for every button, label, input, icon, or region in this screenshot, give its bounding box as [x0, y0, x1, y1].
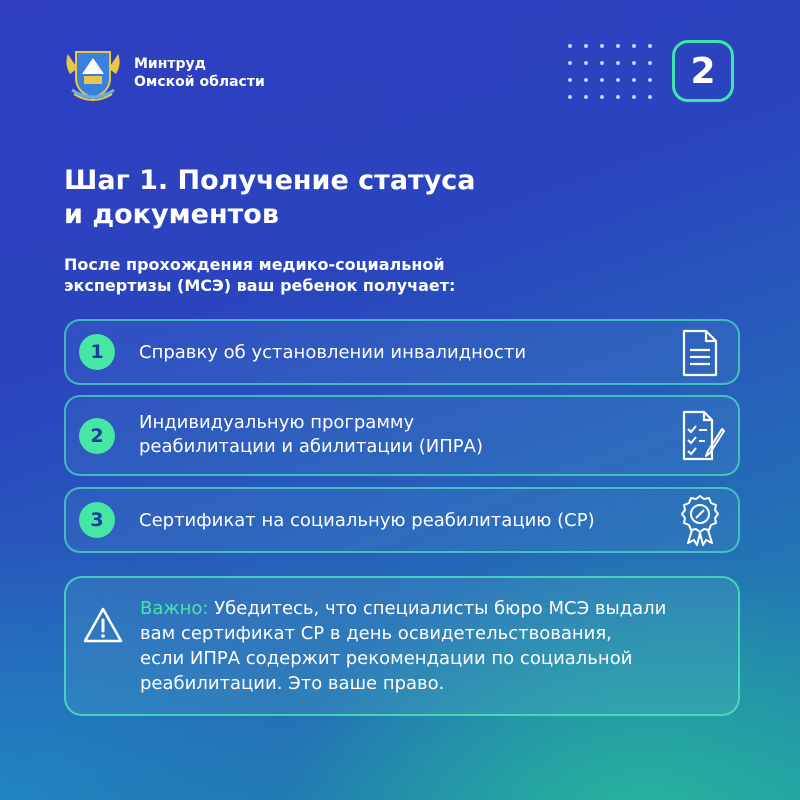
decorative-dots	[568, 44, 656, 102]
decorative-dot	[600, 95, 604, 99]
decorative-dot	[616, 78, 620, 82]
intro-line2: экспертизы (МСЭ) ваш ребенок получает:	[64, 276, 456, 295]
page-title	[64, 164, 476, 232]
card-1-line1: Справку об установлении инвалидности	[139, 342, 527, 363]
notice-label: Важно:	[140, 598, 209, 619]
notice-line4: реабилитации. Это ваше право.	[140, 673, 445, 694]
intro-line1: После прохождения медико-социальной	[64, 255, 445, 274]
card-3-line1: Сертификат на социальную реабилитацию (СР)	[139, 510, 595, 531]
important-notice	[64, 576, 740, 716]
decorative-dot	[648, 61, 652, 65]
warning-icon	[82, 606, 124, 644]
notice-line1	[140, 596, 730, 621]
org-name	[134, 55, 265, 91]
decorative-dot	[648, 78, 652, 82]
card-text-1	[139, 341, 526, 365]
decorative-dot	[648, 95, 652, 99]
decorative-dot	[632, 44, 636, 48]
decorative-dot	[632, 61, 636, 65]
document-card-2	[64, 395, 740, 476]
decorative-dot	[648, 44, 652, 48]
checklist-pen-icon	[678, 409, 726, 463]
card-number-3: 3	[79, 502, 115, 538]
card-number-2: 2	[79, 418, 115, 454]
decorative-dot	[584, 78, 588, 82]
org-name-line2: Омской области	[134, 74, 265, 90]
decorative-dot	[600, 44, 604, 48]
document-card-1	[64, 319, 740, 385]
intro-text	[64, 254, 455, 296]
decorative-dot	[568, 95, 572, 99]
notice-line2: вам сертификат СР в день освидетельствования,	[140, 623, 612, 644]
card-text-3	[139, 509, 595, 533]
award-badge-icon	[678, 493, 722, 547]
decorative-dot	[616, 95, 620, 99]
notice-text	[140, 596, 730, 696]
decorative-dot	[616, 44, 620, 48]
document-card-3	[64, 487, 740, 553]
step-number-badge: 2	[672, 40, 734, 102]
decorative-dot	[568, 78, 572, 82]
decorative-dot	[600, 78, 604, 82]
decorative-dot	[584, 95, 588, 99]
card-2-line2: реабилитации и абилитации (ИПРА)	[139, 436, 483, 457]
decorative-dot	[632, 95, 636, 99]
card-text-2	[139, 411, 483, 459]
notice-line1-text: Убедитесь, что специалисты бюро МСЭ выдали	[214, 598, 667, 619]
card-number-1: 1	[79, 334, 115, 370]
document-icon	[678, 328, 722, 378]
page-title-line2: и документов	[64, 199, 279, 230]
decorative-dot	[600, 61, 604, 65]
decorative-dot	[616, 61, 620, 65]
decorative-dot	[568, 61, 572, 65]
decorative-dot	[568, 44, 572, 48]
decorative-dot	[584, 61, 588, 65]
card-2-line1: Индивидуальную программу	[139, 412, 415, 433]
decorative-dot	[632, 78, 636, 82]
page-title-line1: Шаг 1. Получение статуса	[64, 165, 476, 196]
decorative-dot	[584, 44, 588, 48]
coat-of-arms-icon	[62, 44, 124, 106]
org-name-line1: Минтруд	[134, 56, 206, 72]
notice-line3: если ИПРА содержит рекомендации по социальной	[140, 648, 633, 669]
